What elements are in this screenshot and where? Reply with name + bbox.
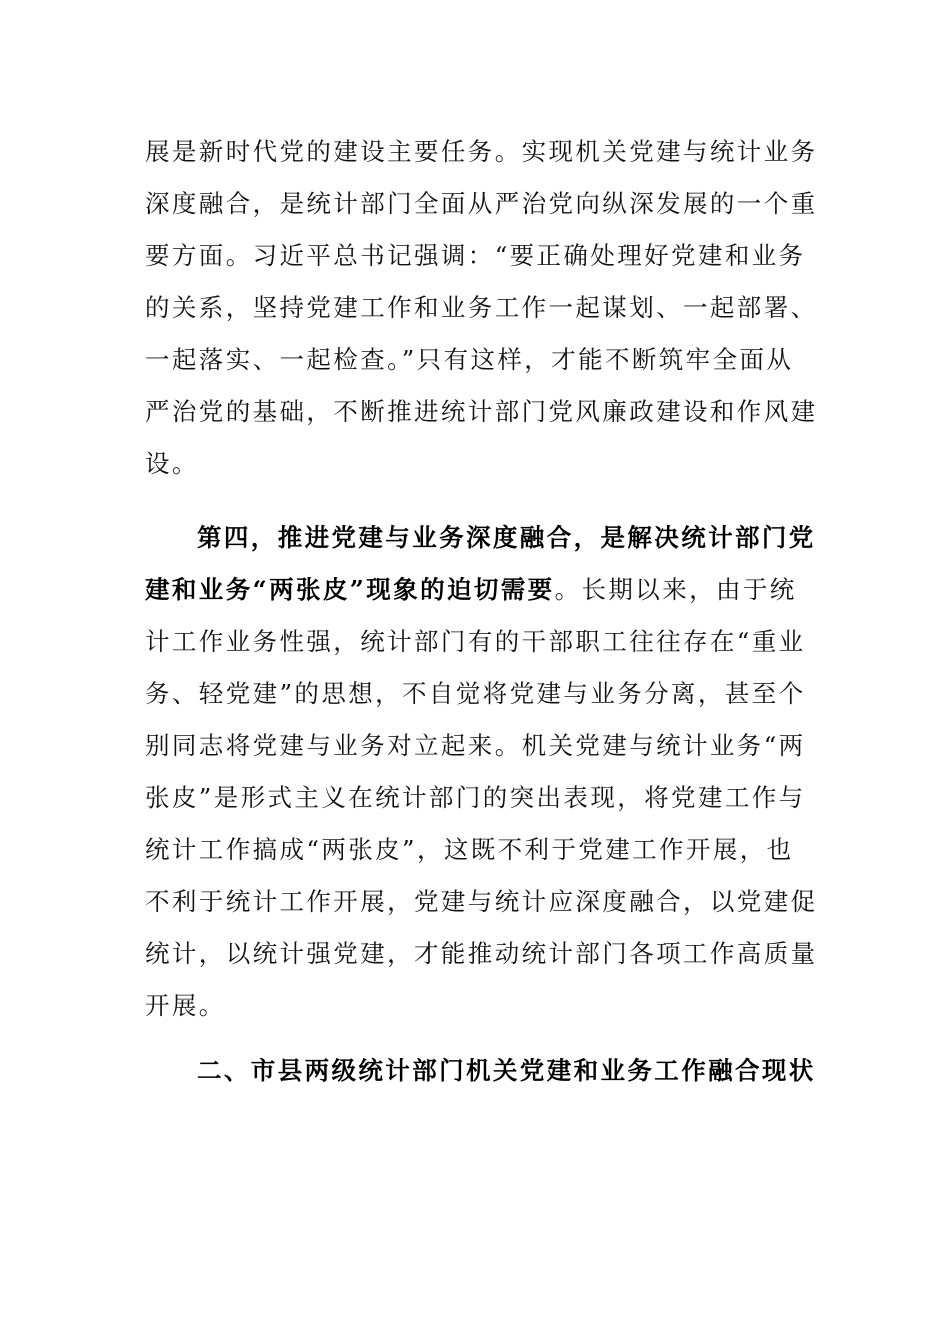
paragraph-line: 计工作业务性强，统计部门有的干部职工往往存在“重业: [145, 627, 806, 656]
paragraph-lead-bold-line: 第四，推进党建与业务深度融合，是解决统计部门党: [197, 523, 816, 552]
paragraph-1: [145, 126, 818, 490]
paragraph-line: 统计工作搞成“两张皮”，这既不利于党建工作开展，也: [145, 835, 794, 864]
paragraph-line: 的关系，坚持党建工作和业务工作一起谋划、一起部署、: [145, 293, 818, 322]
paragraph-line: 一起落实、一起检查。”只有这样，才能不断筑牢全面从: [145, 345, 794, 374]
paragraph-line: 不利于统计工作开展，党建与统计应深度融合，以党建促: [145, 887, 818, 916]
paragraph-line: 严治党的基础，不断推进统计部门党风廉政建设和作风建: [145, 397, 818, 426]
paragraph-text: 。长期以来，由于统: [554, 575, 797, 604]
paragraph-line: 统计，以统计强党建，才能推动统计部门各项工作高质量: [145, 939, 818, 968]
paragraph-line-mixed: [145, 564, 797, 616]
paragraph-line: 张皮”是形式主义在统计部门的突出表现，将党建工作与: [145, 783, 806, 812]
paragraph-line: 别同志将党建与业务对立起来。机关党建与统计业务“两: [145, 731, 806, 760]
paragraph-line: 展是新时代党的建设主要任务。实现机关党建与统计业务: [145, 137, 818, 166]
paragraph-line: 务、轻党建”的思想，不自觉将党建与业务分离，甚至个: [145, 679, 806, 708]
paragraph-lead-bold-text: 建和业务“两张皮”现象的迫切需要: [145, 575, 555, 604]
paragraph-line: 设。: [145, 449, 199, 478]
paragraph-2: [145, 512, 818, 1032]
paragraph-line: 开展。: [145, 991, 226, 1020]
section-heading-text: 二、市县两级统计部门机关党建和业务工作融合现状: [197, 1056, 816, 1085]
paragraph-line: 深度融合，是统计部门全面从严治党向纵深发展的一个重: [145, 189, 818, 218]
paragraph-line: 要方面。习近平总书记强调：“要正确处理好党建和业务: [145, 241, 806, 270]
section-heading: [145, 1045, 816, 1097]
